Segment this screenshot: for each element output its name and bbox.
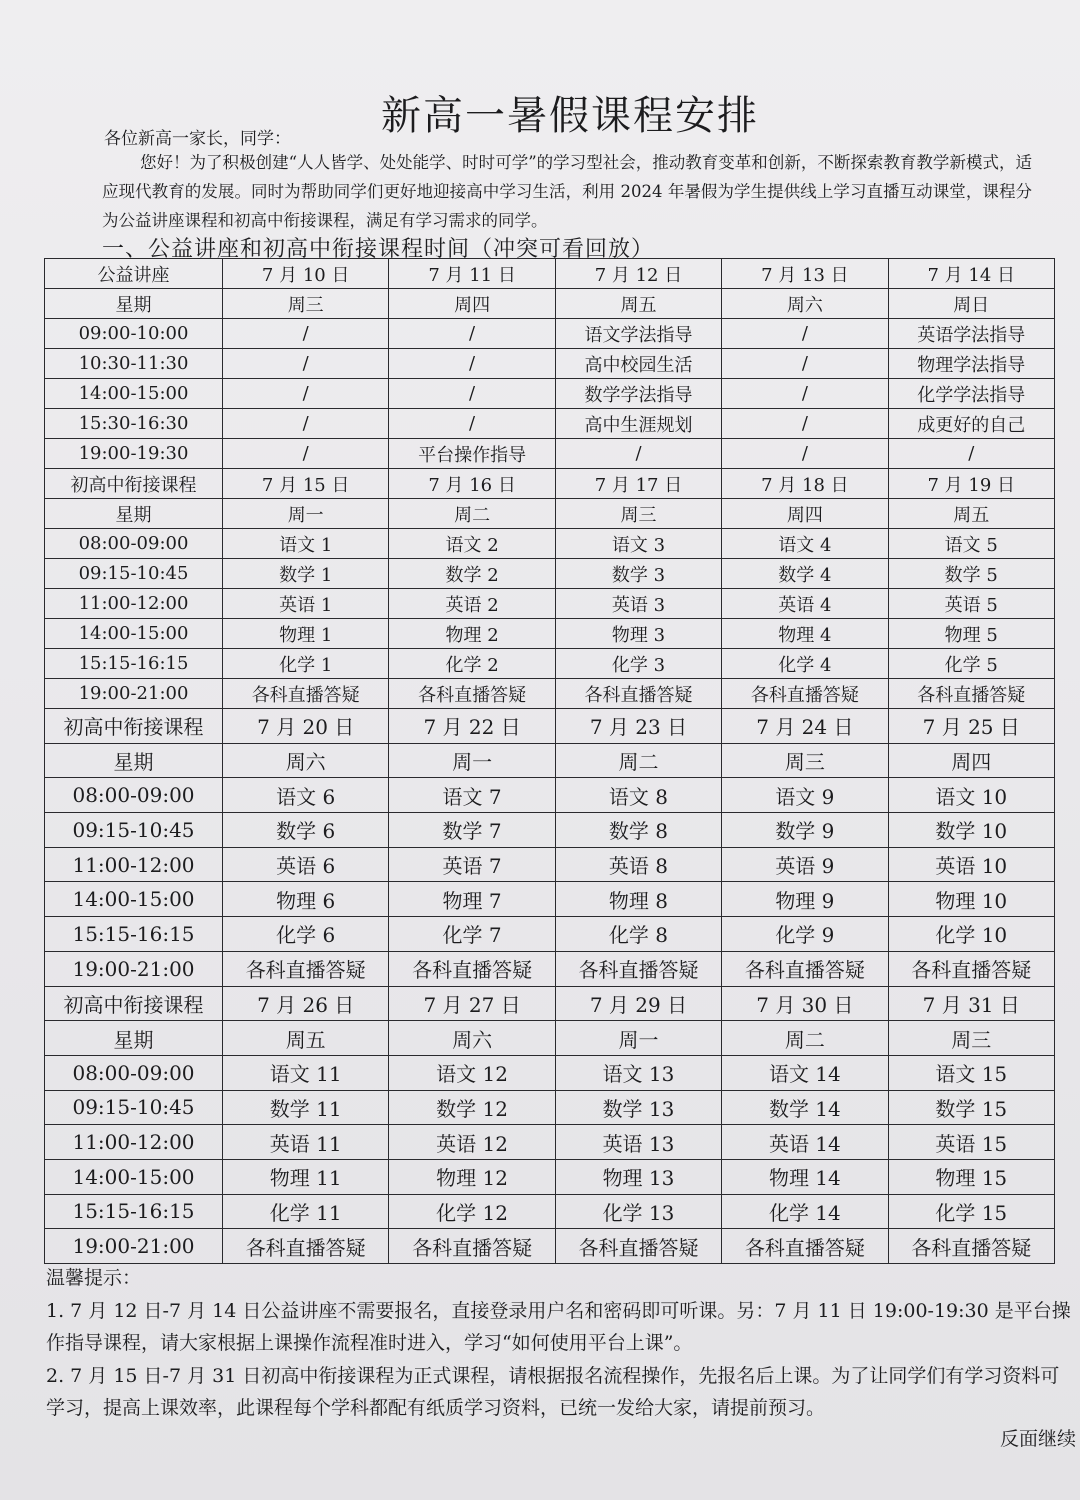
table-row [45, 319, 1055, 349]
table-cell: 7 月 16 日 [389, 469, 555, 499]
table-row [45, 499, 1055, 529]
table-row [45, 529, 1055, 559]
table-cell: 化学 7 [389, 917, 555, 952]
table-row [45, 882, 1055, 917]
table-row [45, 813, 1055, 848]
continue-label: 反面继续 [999, 1428, 1076, 1450]
table-row [45, 469, 1055, 499]
table-row [45, 439, 1055, 469]
table-row [45, 379, 1055, 409]
table-cell: 7 月 19 日 [888, 469, 1054, 499]
table-cell: / [722, 439, 888, 469]
table-cell: 数学 3 [555, 559, 721, 589]
table-cell: / [722, 409, 888, 439]
row-header-cell: 15:30-16:30 [45, 409, 223, 439]
row-header-cell: 10:30-11:30 [45, 349, 223, 379]
table-cell: 7 月 13 日 [722, 259, 888, 289]
table-cell: / [389, 409, 555, 439]
table-row [45, 1229, 1055, 1264]
table-cell: / [389, 349, 555, 379]
notes-heading: 温馨提示： [46, 1267, 142, 1289]
table-cell: 语文 6 [223, 778, 389, 813]
row-header-cell: 11:00-12:00 [45, 1125, 223, 1160]
table-cell: 各科直播答疑 [888, 951, 1054, 986]
table-cell: 数学 5 [888, 559, 1054, 589]
table-cell: 物理 6 [223, 882, 389, 917]
table-cell: 语文 1 [223, 529, 389, 559]
table-cell: 语文学法指导 [555, 319, 721, 349]
table-cell: 物理 14 [722, 1159, 888, 1194]
table-cell: 各科直播答疑 [389, 1229, 555, 1264]
row-header-cell: 14:00-15:00 [45, 882, 223, 917]
row-header-cell: 11:00-12:00 [45, 589, 223, 619]
table-cell: 7 月 30 日 [722, 986, 888, 1021]
table-cell: 周日 [888, 289, 1054, 319]
salutation: 各位新高一家长，同学： [104, 129, 291, 149]
table-cell: 数学 2 [389, 559, 555, 589]
table-cell: 数学 13 [555, 1090, 721, 1125]
table-row [45, 1159, 1055, 1194]
table-cell: 7 月 18 日 [722, 469, 888, 499]
row-header-cell: 19:00-21:00 [45, 951, 223, 986]
page-title: 新高一暑假课程安排 [381, 93, 759, 139]
table-cell: 英语 3 [555, 589, 721, 619]
row-header-cell: 08:00-09:00 [45, 529, 223, 559]
table-row [45, 1125, 1055, 1160]
table-cell: 物理 11 [223, 1159, 389, 1194]
table-cell: 英语 15 [888, 1125, 1054, 1160]
table-cell: 周五 [223, 1021, 389, 1056]
table-cell: 语文 4 [722, 529, 888, 559]
row-header-cell: 11:00-12:00 [45, 847, 223, 882]
table-cell: 数学 12 [389, 1090, 555, 1125]
table-cell: 英语 14 [722, 1125, 888, 1160]
table-cell: 物理 4 [722, 619, 888, 649]
table-cell: 英语 5 [888, 589, 1054, 619]
table-cell: 英语 6 [223, 847, 389, 882]
table-cell: 各科直播答疑 [389, 679, 555, 709]
table-cell: 化学学法指导 [888, 379, 1054, 409]
table-cell: 周二 [389, 499, 555, 529]
table-cell: 数学 4 [722, 559, 888, 589]
table-cell: 物理 5 [888, 619, 1054, 649]
table-row [45, 1021, 1055, 1056]
table-row [45, 986, 1055, 1021]
row-header-cell: 09:00-10:00 [45, 319, 223, 349]
table-cell: 英语 7 [389, 847, 555, 882]
table-cell: 化学 6 [223, 917, 389, 952]
table-cell: 语文 3 [555, 529, 721, 559]
table-cell: 语文 11 [223, 1055, 389, 1090]
table-cell: 各科直播答疑 [555, 679, 721, 709]
table-cell: 数学 10 [888, 813, 1054, 848]
row-header-cell: 星期 [45, 499, 223, 529]
table-cell: 7 月 12 日 [555, 259, 721, 289]
table-cell: 7 月 22 日 [389, 709, 555, 744]
table-cell: 语文 15 [888, 1055, 1054, 1090]
table-cell: / [722, 379, 888, 409]
table-cell: 物理 8 [555, 882, 721, 917]
table-cell: 语文 10 [888, 778, 1054, 813]
table-cell: 语文 5 [888, 529, 1054, 559]
table-cell: 各科直播答疑 [722, 1229, 888, 1264]
row-header-cell: 初高中衔接课程 [45, 709, 223, 744]
note-item-1: 1. 7 月 12 日-7 月 14 日公益讲座不需要报名，直接登录用户名和密码即可听课。另：7 月 11 日 19:00-19:30 是平台操作指导课程，请大家根据上课操作流程准时进入，学习“如何使用平台上课”。 [46, 1299, 1071, 1354]
table-cell: 英语 2 [389, 589, 555, 619]
table-cell: 周五 [555, 289, 721, 319]
table-cell: 7 月 14 日 [888, 259, 1054, 289]
table-cell: 数学 9 [722, 813, 888, 848]
table-cell: 各科直播答疑 [223, 951, 389, 986]
table-cell: 数学 7 [389, 813, 555, 848]
table-cell: / [555, 439, 721, 469]
table-cell: 英语 11 [223, 1125, 389, 1160]
table-row [45, 1194, 1055, 1229]
table-cell: / [722, 349, 888, 379]
table-cell: / [223, 409, 389, 439]
table-cell: / [888, 439, 1054, 469]
row-header-cell: 初高中衔接课程 [45, 986, 223, 1021]
table-cell: / [223, 439, 389, 469]
table-cell: 英语 12 [389, 1125, 555, 1160]
table-row [45, 349, 1055, 379]
table-cell: 物理 9 [722, 882, 888, 917]
table-cell: 周四 [888, 743, 1054, 778]
table-cell: 周二 [555, 743, 721, 778]
table-row [45, 1090, 1055, 1125]
table-cell: 语文 14 [722, 1055, 888, 1090]
row-header-cell: 19:00-21:00 [45, 679, 223, 709]
table-cell: 各科直播答疑 [555, 1229, 721, 1264]
row-header-cell: 14:00-15:00 [45, 379, 223, 409]
table-cell: / [223, 379, 389, 409]
table-cell: 周四 [722, 499, 888, 529]
table-row [45, 649, 1055, 679]
table-cell: 周三 [888, 1021, 1054, 1056]
table-cell: 物理 2 [389, 619, 555, 649]
table-cell: 7 月 26 日 [223, 986, 389, 1021]
table-cell: 语文 12 [389, 1055, 555, 1090]
table-cell: 各科直播答疑 [722, 679, 888, 709]
table-cell: 英语 8 [555, 847, 721, 882]
table-row [45, 743, 1055, 778]
row-header-cell: 09:15-10:45 [45, 813, 223, 848]
table-cell: 物理 15 [888, 1159, 1054, 1194]
table-row [45, 679, 1055, 709]
table-cell: 平台操作指导 [389, 439, 555, 469]
table-row [45, 259, 1055, 289]
row-header-cell: 星期 [45, 743, 223, 778]
table-cell: 高中生涯规划 [555, 409, 721, 439]
row-header-cell: 初高中衔接课程 [45, 469, 223, 499]
table-row [45, 951, 1055, 986]
table-cell: 各科直播答疑 [888, 679, 1054, 709]
table-cell: 7 月 17 日 [555, 469, 721, 499]
table-cell: 语文 2 [389, 529, 555, 559]
table-cell: 7 月 25 日 [888, 709, 1054, 744]
table-cell: 7 月 23 日 [555, 709, 721, 744]
table-row [45, 559, 1055, 589]
table-row [45, 619, 1055, 649]
table-row [45, 917, 1055, 952]
row-header-cell: 08:00-09:00 [45, 778, 223, 813]
table-cell: 英语 9 [722, 847, 888, 882]
table-cell: 各科直播答疑 [223, 1229, 389, 1264]
table-cell: 7 月 29 日 [555, 986, 721, 1021]
notes-section [46, 1262, 1076, 1425]
section-heading: 一、公益讲座和初高中衔接课程时间（冲突可看回放） [102, 237, 655, 262]
table-cell: 7 月 31 日 [888, 986, 1054, 1021]
table-cell: 物理 3 [555, 619, 721, 649]
table-cell: 周六 [389, 1021, 555, 1056]
table-cell: 物理 7 [389, 882, 555, 917]
table-cell: 数学 15 [888, 1090, 1054, 1125]
table-cell: 数学 8 [555, 813, 721, 848]
table-cell: 7 月 27 日 [389, 986, 555, 1021]
table-cell: 周三 [722, 743, 888, 778]
table-row [45, 589, 1055, 619]
table-cell: 数学 6 [223, 813, 389, 848]
table-cell: 语文 8 [555, 778, 721, 813]
row-header-cell: 星期 [45, 289, 223, 319]
table-cell: 周五 [888, 499, 1054, 529]
table-cell: 周一 [389, 743, 555, 778]
table-cell: 英语学法指导 [888, 319, 1054, 349]
table-row [45, 847, 1055, 882]
table-cell: 英语 4 [722, 589, 888, 619]
table-cell: 化学 14 [722, 1194, 888, 1229]
table-cell: 化学 4 [722, 649, 888, 679]
row-header-cell: 14:00-15:00 [45, 1159, 223, 1194]
table-cell: 周二 [722, 1021, 888, 1056]
table-cell: 各科直播答疑 [555, 951, 721, 986]
table-cell: / [223, 349, 389, 379]
table-cell: 数学 1 [223, 559, 389, 589]
table-cell: / [223, 319, 389, 349]
table-cell: 周四 [389, 289, 555, 319]
table-cell: 英语 10 [888, 847, 1054, 882]
table-cell: 各科直播答疑 [389, 951, 555, 986]
table-cell: 物理 12 [389, 1159, 555, 1194]
table-cell: 物理 13 [555, 1159, 721, 1194]
table-cell: / [389, 319, 555, 349]
row-header-cell: 15:15-16:15 [45, 1194, 223, 1229]
table-cell: 7 月 24 日 [722, 709, 888, 744]
table-cell: 周三 [555, 499, 721, 529]
table-cell: 周一 [555, 1021, 721, 1056]
table-cell: 数学 11 [223, 1090, 389, 1125]
table-row [45, 778, 1055, 813]
table-cell: 周一 [223, 499, 389, 529]
table-cell: 各科直播答疑 [888, 1229, 1054, 1264]
table-row [45, 709, 1055, 744]
table-cell: / [722, 319, 888, 349]
table-cell: 化学 12 [389, 1194, 555, 1229]
table-cell: 7 月 11 日 [389, 259, 555, 289]
table-cell: 化学 1 [223, 649, 389, 679]
table-cell: 化学 10 [888, 917, 1054, 952]
table-cell: 高中校园生活 [555, 349, 721, 379]
table-cell: 化学 5 [888, 649, 1054, 679]
note-item-2: 2. 7 月 15 日-7 月 31 日初高中衔接课程为正式课程，请根据报名流程操作，先报名后上课。为了让同学们有学习资料可学习，提高上课效率，此课程每个学科都配有纸质学习资料，已统一发给大家，请提前预习。 [46, 1364, 1060, 1419]
row-header-cell: 星期 [45, 1021, 223, 1056]
table-cell: 化学 15 [888, 1194, 1054, 1229]
table-cell: 数学 14 [722, 1090, 888, 1125]
row-header-cell: 09:15-10:45 [45, 1090, 223, 1125]
table-cell: 数学学法指导 [555, 379, 721, 409]
table-row [45, 289, 1055, 319]
table-cell: 7 月 15 日 [223, 469, 389, 499]
table-cell: 周六 [223, 743, 389, 778]
table-row [45, 1055, 1055, 1090]
table-cell: 语文 9 [722, 778, 888, 813]
table-cell: 周六 [722, 289, 888, 319]
row-header-cell: 09:15-10:45 [45, 559, 223, 589]
table-cell: 7 月 20 日 [223, 709, 389, 744]
table-cell: 物理 10 [888, 882, 1054, 917]
table-cell: 化学 8 [555, 917, 721, 952]
row-header-cell: 15:15-16:15 [45, 649, 223, 679]
table-cell: 化学 9 [722, 917, 888, 952]
row-header-cell: 15:15-16:15 [45, 917, 223, 952]
table-cell: 各科直播答疑 [223, 679, 389, 709]
row-header-cell: 19:00-19:30 [45, 439, 223, 469]
table-cell: 各科直播答疑 [722, 951, 888, 986]
table-cell: 英语 13 [555, 1125, 721, 1160]
table-cell: 7 月 10 日 [223, 259, 389, 289]
schedule-table [44, 258, 1055, 1264]
row-header-cell: 公益讲座 [45, 259, 223, 289]
table-cell: 语文 7 [389, 778, 555, 813]
table-cell: 化学 3 [555, 649, 721, 679]
row-header-cell: 19:00-21:00 [45, 1229, 223, 1264]
row-header-cell: 14:00-15:00 [45, 619, 223, 649]
intro-paragraph: 您好！为了积极创建“人人皆学、处处能学、时时可学”的学习型社会，推动教育变革和创新，不断探索教育教学新模式，适应现代教育的发展。同时为帮助同学们更好地迎接高中学习生活，利用 2024 年暑假为学生提供线上学习直播互动课堂，课程分为公益讲座课程和初高中衔接课程，满足有学习需求的同学。 [102, 153, 1032, 230]
table-cell: 语文 13 [555, 1055, 721, 1090]
table-cell: / [389, 379, 555, 409]
table-cell: 化学 11 [223, 1194, 389, 1229]
table-cell: 成更好的自己 [888, 409, 1054, 439]
row-header-cell: 08:00-09:00 [45, 1055, 223, 1090]
table-cell: 周三 [223, 289, 389, 319]
table-row [45, 409, 1055, 439]
table-cell: 化学 13 [555, 1194, 721, 1229]
table-cell: 化学 2 [389, 649, 555, 679]
table-cell: 物理 1 [223, 619, 389, 649]
table-cell: 英语 1 [223, 589, 389, 619]
table-cell: 物理学法指导 [888, 349, 1054, 379]
